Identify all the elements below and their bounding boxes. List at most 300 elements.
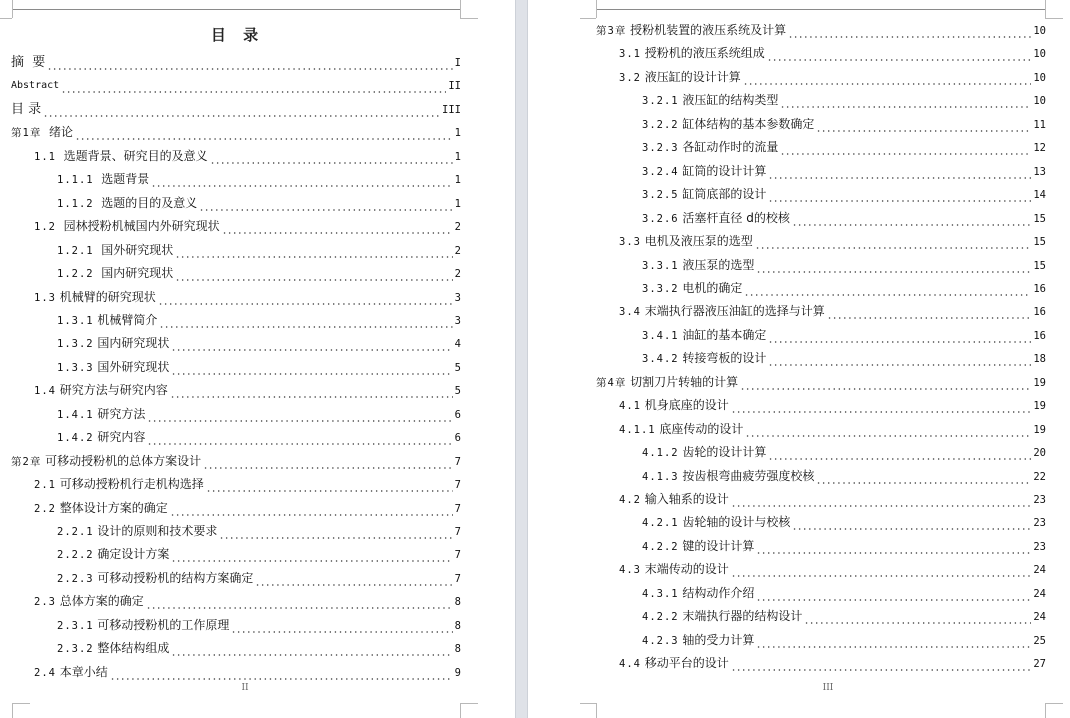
toc-leader-dots xyxy=(61,79,446,93)
toc-leader-dots xyxy=(210,150,453,164)
toc-entry[interactable] xyxy=(642,255,1046,273)
toc-leader-dots xyxy=(756,259,1031,273)
toc-entry[interactable] xyxy=(57,568,461,586)
toc-entry[interactable] xyxy=(11,99,461,117)
toc-leader-dots xyxy=(816,118,1031,132)
toc-leader-dots xyxy=(788,24,1031,38)
toc-entry[interactable] xyxy=(57,521,461,539)
toc-entry-number: 3.4 xyxy=(619,306,641,319)
toc-entry[interactable] xyxy=(57,240,461,258)
toc-entry-page: 2 xyxy=(454,221,461,234)
toc-entry[interactable] xyxy=(642,208,1046,226)
toc-entry[interactable] xyxy=(34,662,461,680)
toc-entry[interactable] xyxy=(57,310,461,328)
toc-entry[interactable] xyxy=(642,606,1046,624)
toc-entry-label xyxy=(642,328,768,343)
toc-entry[interactable] xyxy=(57,427,461,445)
toc-leader-dots xyxy=(231,619,452,633)
toc-leader-dots xyxy=(255,572,452,586)
toc-entry-page: 23 xyxy=(1033,517,1046,530)
toc-entry-number: 1.2.1 xyxy=(57,244,94,257)
toc-entry-label xyxy=(11,454,203,469)
page-gap xyxy=(515,0,528,718)
toc-entry-number: 1.1.1 xyxy=(57,174,94,187)
toc-entry-text: 园林授粉机械国内外研究现状 xyxy=(55,219,220,234)
toc-entry[interactable] xyxy=(642,184,1046,202)
toc-entry-number: 1.1 xyxy=(34,150,56,163)
toc-entry[interactable] xyxy=(619,395,1046,413)
toc-entry-label xyxy=(11,125,75,140)
toc-entry-page: 13 xyxy=(1033,165,1046,178)
toc-entry-label xyxy=(642,258,756,273)
document-page-left xyxy=(0,0,515,718)
toc-entry-text: 电机及液压泵的选型 xyxy=(640,234,753,249)
toc-entry-text: 国外研究现状 xyxy=(93,359,170,374)
toc-entry-label xyxy=(57,313,159,328)
toc-entry-label xyxy=(619,304,827,319)
toc-entry-text: 机身底座的设计 xyxy=(640,398,729,413)
toc-entry-number: 1.3.1 xyxy=(57,314,94,327)
toc-entry[interactable] xyxy=(642,466,1046,484)
toc-entry-label xyxy=(642,93,780,108)
toc-entry[interactable] xyxy=(57,544,461,562)
toc-entry-text: 末端执行器的结构设计 xyxy=(678,609,803,624)
toc-leader-dots xyxy=(731,493,1032,507)
toc-entry-page: 7 xyxy=(454,502,461,515)
toc-entry[interactable] xyxy=(596,20,1046,38)
toc-entry-number: 4.2.2 xyxy=(642,540,679,553)
toc-entry[interactable] xyxy=(642,442,1046,460)
toc-entry-text: 可移动授粉机行走机构选择 xyxy=(55,477,204,492)
toc-entry-page: I xyxy=(454,57,461,69)
toc-entry-page: 19 xyxy=(1033,400,1046,413)
toc-entry-page: 15 xyxy=(1033,259,1046,272)
toc-entry-text: 移动平台的设计 xyxy=(640,656,729,671)
toc-entry-text: 缸体结构的基本参数确定 xyxy=(678,116,815,131)
toc-entry[interactable] xyxy=(57,615,461,633)
toc-entry-number: 第2章 xyxy=(11,455,42,468)
toc-entry-page: 1 xyxy=(454,197,461,210)
toc-entry-page: 24 xyxy=(1033,587,1046,600)
toc-entry-number: 1.3.3 xyxy=(57,361,94,374)
toc-entry[interactable] xyxy=(11,122,461,140)
toc-entry-page: 1 xyxy=(454,127,461,140)
toc-entry[interactable] xyxy=(642,161,1046,179)
toc-entry-number: 4.2.2 xyxy=(642,611,679,624)
toc-entry[interactable] xyxy=(642,90,1046,108)
toc-entry-page: 19 xyxy=(1033,423,1046,436)
toc-entry-label xyxy=(619,234,755,249)
toc-entry-number: 第4章 xyxy=(596,376,627,389)
toc-entry-page: 24 xyxy=(1033,611,1046,624)
toc-entry[interactable] xyxy=(642,630,1046,648)
toc-title: 目 录 xyxy=(210,26,265,44)
toc-entry[interactable] xyxy=(619,43,1046,61)
toc-entry-number: 第3章 xyxy=(596,25,627,37)
toc-entry-page: III xyxy=(442,103,461,116)
toc-entry[interactable] xyxy=(619,67,1046,85)
toc-entry-text: 绪论 xyxy=(41,125,73,140)
toc-entry-text: 机械臂的研究现状 xyxy=(55,289,156,304)
toc-entry[interactable] xyxy=(34,216,461,234)
toc-entry[interactable] xyxy=(642,137,1046,155)
toc-entry-label xyxy=(642,187,768,202)
toc-entry-text: 末端执行器液压油缸的选择与计算 xyxy=(640,304,825,319)
toc-leader-dots xyxy=(219,525,452,539)
toc-entry[interactable] xyxy=(57,263,461,281)
toc-entry[interactable] xyxy=(34,146,461,164)
toc-entry[interactable] xyxy=(57,333,461,351)
toc-entry[interactable] xyxy=(642,348,1046,366)
toc-entry-page: 11 xyxy=(1033,118,1046,131)
toc-leader-dots xyxy=(147,431,452,445)
toc-entry-number: 3.2.6 xyxy=(642,212,679,225)
toc-entry-label xyxy=(57,430,147,445)
toc-entry-number: 3.3.1 xyxy=(642,259,679,272)
toc-entry-label xyxy=(34,149,210,164)
toc-leader-dots xyxy=(740,376,1031,390)
toc-leader-dots xyxy=(171,548,452,562)
toc-leader-dots xyxy=(175,267,452,281)
toc-entry-page: 15 xyxy=(1033,212,1046,225)
toc-entry[interactable] xyxy=(619,419,1046,437)
toc-leader-dots xyxy=(203,455,453,469)
toc-entry-page: 7 xyxy=(454,455,461,468)
toc-entry-page: 9 xyxy=(454,666,461,679)
toc-entry-text: 机械臂简介 xyxy=(93,312,158,327)
toc-leader-dots xyxy=(804,610,1031,624)
toc-entry-text: 键的设计计算 xyxy=(678,538,755,553)
toc-entry[interactable] xyxy=(57,169,461,187)
toc-leader-dots xyxy=(767,47,1032,61)
toc-entry-text: 液压缸的设计计算 xyxy=(640,69,741,84)
toc-leader-dots xyxy=(199,197,452,211)
toc-entry[interactable] xyxy=(34,380,461,398)
toc-leader-dots xyxy=(43,103,440,117)
toc-entry-label xyxy=(11,79,61,93)
toc-entry-number: 2.4 xyxy=(34,666,56,679)
toc-leader-dots xyxy=(768,329,1031,343)
toc-entry-text: 油缸的基本确定 xyxy=(678,327,767,342)
toc-entry-text: 轴的受力计算 xyxy=(678,632,755,647)
toc-leader-dots xyxy=(731,563,1032,577)
toc-entry-page: 3 xyxy=(454,314,461,327)
toc-entry-text: 确定设计方案 xyxy=(93,547,170,562)
toc-leader-dots xyxy=(756,634,1031,648)
toc-leader-dots xyxy=(171,642,452,656)
toc-entry-text: 齿轮轴的设计与校核 xyxy=(678,515,791,530)
toc-entry[interactable] xyxy=(11,75,461,93)
toc-entry-label xyxy=(34,290,158,305)
toc-entry-text: 齿轮的设计计算 xyxy=(678,445,767,460)
toc-entry-page: 7 xyxy=(454,549,461,562)
toc-entry-page: 16 xyxy=(1033,306,1046,319)
toc-entry-number: 4.2.3 xyxy=(642,634,679,647)
toc-entry-page: 12 xyxy=(1033,142,1046,155)
toc-entry-page: 7 xyxy=(454,479,461,492)
toc-entry-page: 5 xyxy=(454,385,461,398)
toc-entry[interactable] xyxy=(34,474,461,492)
toc-entry-page: 6 xyxy=(454,408,461,421)
toc-entry-text: 国外研究现状 xyxy=(93,242,174,257)
toc-entry-text: 缸筒底部的设计 xyxy=(678,187,767,202)
page-number-footer: II xyxy=(241,683,249,693)
toc-entry[interactable] xyxy=(642,325,1046,343)
toc-entry-label xyxy=(34,594,146,609)
toc-entry-label xyxy=(57,641,171,656)
toc-entry-text: 选题背景、研究目的及意义 xyxy=(55,148,208,163)
toc-entry[interactable] xyxy=(619,653,1046,671)
toc-entry-page: 27 xyxy=(1033,658,1046,671)
toc-entry-text: 研究内容 xyxy=(93,430,146,445)
toc-entry-page: 23 xyxy=(1033,540,1046,553)
toc-entry-label xyxy=(34,219,222,234)
toc-leader-dots xyxy=(171,361,452,375)
toc-entry[interactable] xyxy=(596,372,1046,390)
toc-entry-label xyxy=(642,609,804,624)
toc-entry-page: 2 xyxy=(454,244,461,257)
toc-entry-text: 液压缸的结构类型 xyxy=(678,93,779,108)
toc-entry-page: 1 xyxy=(454,174,461,187)
toc-leader-dots xyxy=(206,478,453,492)
toc-entry[interactable] xyxy=(34,287,461,305)
toc-entry-text: 选题背景 xyxy=(93,172,150,187)
toc-leader-dots xyxy=(47,56,452,70)
toc-leader-dots xyxy=(146,595,453,609)
toc-entry-page: II xyxy=(448,80,461,93)
toc-entry-number: 4.2.1 xyxy=(642,517,679,530)
toc-entry[interactable] xyxy=(11,451,461,469)
toc-entry-number: 3.4.2 xyxy=(642,353,679,366)
toc-entry-text: 设计的原则和技术要求 xyxy=(93,524,218,538)
toc-leader-dots xyxy=(745,423,1031,437)
toc-entry-text: 可移动授粉机的工作原理 xyxy=(93,617,230,632)
toc-leader-dots xyxy=(816,470,1031,484)
toc-leader-dots xyxy=(755,235,1032,249)
toc-entry-label xyxy=(57,243,175,258)
toc-entry-number: 4.1 xyxy=(619,400,641,413)
toc-entry-page: 2 xyxy=(454,268,461,281)
toc-entry-number: 2.3 xyxy=(34,596,56,609)
toc-entry-page: 10 xyxy=(1033,25,1046,37)
toc-entry-number: 2.2.1 xyxy=(57,526,94,538)
toc-entry-number: 4.3 xyxy=(619,564,641,577)
toc-entry-number: 3.4.1 xyxy=(642,329,679,342)
toc-leader-dots xyxy=(175,244,452,258)
toc-entry-page: 8 xyxy=(454,596,461,609)
toc-entry[interactable] xyxy=(34,591,461,609)
toc-entry-page: 18 xyxy=(1033,353,1046,366)
toc-leader-dots xyxy=(151,173,452,187)
toc-leader-dots xyxy=(792,516,1031,530)
toc-entry[interactable] xyxy=(619,559,1046,577)
toc-entry-page: 25 xyxy=(1033,634,1046,647)
toc-entry-label xyxy=(34,383,170,398)
toc-entry[interactable] xyxy=(619,231,1046,249)
toc-entry-text: 各缸动作时的流量 xyxy=(678,140,779,155)
toc-entry-number: 3.3.2 xyxy=(642,282,679,295)
toc-entry-text: 按齿根弯曲疲劳强度校核 xyxy=(678,468,815,483)
toc-entry[interactable] xyxy=(34,498,461,516)
toc-entry-label xyxy=(11,103,43,117)
toc-leader-dots xyxy=(768,188,1031,202)
toc-entry-number: 2.2.3 xyxy=(57,572,94,585)
toc-leader-dots xyxy=(743,71,1032,85)
toc-entry-text: 活塞杆直径 d的校核 xyxy=(678,210,790,225)
toc-entry-page: 6 xyxy=(454,432,461,445)
toc-entry[interactable] xyxy=(642,278,1046,296)
toc-entry-page: 3 xyxy=(454,291,461,304)
toc-entry-text: 选题的目的及意义 xyxy=(93,195,198,210)
toc-entry-label xyxy=(642,586,756,601)
toc-entry-label xyxy=(57,172,151,187)
toc-leader-dots xyxy=(731,657,1032,671)
toc-entry-text: 研究方法 xyxy=(93,406,146,421)
toc-entry-page: 10 xyxy=(1033,71,1046,84)
toc-entry-text: 缸筒的设计计算 xyxy=(678,163,767,178)
toc-entry-text: 可移动授粉机的结构方案确定 xyxy=(93,570,254,585)
toc-entry-text: 国内研究现状 xyxy=(93,266,174,281)
toc-entry[interactable] xyxy=(57,404,461,422)
toc-leader-dots xyxy=(170,384,453,398)
toc-entry-page: 8 xyxy=(454,619,461,632)
toc-leader-dots xyxy=(768,165,1031,179)
toc-entry-page: 1 xyxy=(454,150,461,163)
toc-leader-dots xyxy=(756,587,1031,601)
toc-entry[interactable] xyxy=(57,357,461,375)
toc-entry-label xyxy=(619,562,731,577)
toc-entry[interactable] xyxy=(642,512,1046,530)
toc-leader-dots xyxy=(768,352,1031,366)
toc-entry[interactable] xyxy=(11,52,461,70)
toc-entry-label xyxy=(34,501,170,516)
toc-entry-text: 液压泵的选型 xyxy=(678,257,755,272)
toc-entry-number: 1.2 xyxy=(34,221,56,234)
toc-entry-number: 2.2.2 xyxy=(57,549,94,562)
toc-entry-text: 摘 要 xyxy=(11,55,46,70)
toc-entry-text: 整体结构组成 xyxy=(93,641,170,656)
toc-entry-number: 4.1.2 xyxy=(642,447,679,460)
toc-entry-number: 1.4 xyxy=(34,385,56,398)
toc-entry[interactable] xyxy=(619,489,1046,507)
toc-leader-dots xyxy=(744,282,1031,296)
toc-entry-text: 授粉机的液压系统组成 xyxy=(640,46,765,61)
toc-entry-number: 3.2.3 xyxy=(642,142,679,155)
toc-entry-label xyxy=(642,539,756,554)
toc-entry-text: 末端传动的设计 xyxy=(640,562,729,577)
toc-entry-page: 7 xyxy=(454,572,461,585)
toc-entry-number: 1.3.2 xyxy=(57,338,94,351)
toc-entry-label xyxy=(57,336,171,351)
toc-entry-number: 1.4.1 xyxy=(57,408,94,421)
toc-entry-number: 3.2.5 xyxy=(642,189,679,202)
toc-entry[interactable] xyxy=(642,114,1046,132)
toc-entry-number: 1.1.2 xyxy=(57,197,94,210)
toc-leader-dots xyxy=(780,141,1031,155)
toc-entry-number: 4.1.3 xyxy=(642,470,679,483)
toc-entry-text: 切割刀片转轴的计算 xyxy=(626,374,739,389)
toc-entry-text: 国内研究现状 xyxy=(93,336,170,351)
toc-entry-text: 授粉机装置的液压系统及计算 xyxy=(626,23,787,37)
toc-leader-dots xyxy=(792,212,1031,226)
toc-entry-number: 3.3 xyxy=(619,236,641,249)
toc-entry-page: 14 xyxy=(1033,189,1046,202)
toc-leader-dots xyxy=(756,540,1031,554)
toc-entry-text: Abstract xyxy=(11,80,60,92)
toc-entry-number: 2.2 xyxy=(34,502,56,515)
toc-entry[interactable] xyxy=(642,583,1046,601)
toc-entry-text: 本章小结 xyxy=(55,664,108,679)
toc-leader-dots xyxy=(827,305,1032,319)
toc-entry-label xyxy=(57,196,199,211)
toc-entry-text: 输入轴系的设计 xyxy=(640,492,729,506)
toc-entry[interactable] xyxy=(57,193,461,211)
toc-entry-text: 目 录 xyxy=(11,101,42,117)
toc-entry-page: 23 xyxy=(1033,494,1046,506)
toc-leader-dots xyxy=(110,666,453,680)
toc-entry-page: 19 xyxy=(1033,376,1046,389)
toc-entry-page: 22 xyxy=(1033,470,1046,483)
toc-entry-label xyxy=(619,492,731,507)
toc-entry-number: 3.2.4 xyxy=(642,165,679,178)
toc-leader-dots xyxy=(159,314,452,328)
toc-leader-dots xyxy=(170,502,453,516)
toc-entry-text: 整体设计方案的确定 xyxy=(55,500,168,515)
toc-entry-text: 总体方案的确定 xyxy=(55,594,144,609)
toc-entry-text: 底座传动的设计 xyxy=(655,421,744,436)
toc-entry-text: 可移动授粉机的总体方案设计 xyxy=(41,453,202,468)
toc-leader-dots xyxy=(731,399,1032,413)
toc-entry-number: 3.2 xyxy=(619,71,641,84)
toc-entry-text: 研究方法与研究内容 xyxy=(55,383,168,398)
toc-entry-label xyxy=(57,571,255,586)
toc-entry-label xyxy=(11,56,47,70)
toc-entry-label xyxy=(596,23,788,38)
toc-entry-label xyxy=(619,422,745,437)
toc-leader-dots xyxy=(222,220,453,234)
toc-entry-label xyxy=(642,164,768,179)
toc-entry-label xyxy=(57,266,175,281)
toc-entry-label xyxy=(642,211,792,226)
toc-entry-number: 第1章 xyxy=(11,127,42,140)
toc-entry-number: 3.2.1 xyxy=(642,95,679,108)
toc-entry-number: 1.2.2 xyxy=(57,268,94,281)
toc-entry-page: 4 xyxy=(454,338,461,351)
toc-entry[interactable] xyxy=(619,301,1046,319)
toc-entry-label xyxy=(642,633,756,648)
toc-entry-text: 转接弯板的设计 xyxy=(678,351,767,366)
toc-entry-label xyxy=(642,117,816,132)
toc-entry-page: 20 xyxy=(1033,447,1046,460)
toc-entry-label xyxy=(619,46,767,61)
toc-entry-number: 2.3.2 xyxy=(57,643,94,656)
toc-entry-page: 15 xyxy=(1033,236,1046,249)
toc-list-right xyxy=(528,0,1070,718)
toc-entry-label xyxy=(57,524,219,539)
toc-entry[interactable] xyxy=(57,638,461,656)
toc-leader-dots xyxy=(158,291,453,305)
toc-entry-label xyxy=(619,656,731,671)
toc-entry-number: 4.4 xyxy=(619,658,641,671)
toc-leader-dots xyxy=(75,126,453,140)
toc-entry[interactable] xyxy=(642,536,1046,554)
toc-entry-label xyxy=(642,445,768,460)
toc-entry-page: 10 xyxy=(1033,95,1046,108)
toc-entry-label xyxy=(596,375,740,390)
toc-entry-number: 4.3.1 xyxy=(642,587,679,600)
toc-entry-text: 电机的确定 xyxy=(678,280,743,295)
toc-entry-number: 1.4.2 xyxy=(57,432,94,445)
